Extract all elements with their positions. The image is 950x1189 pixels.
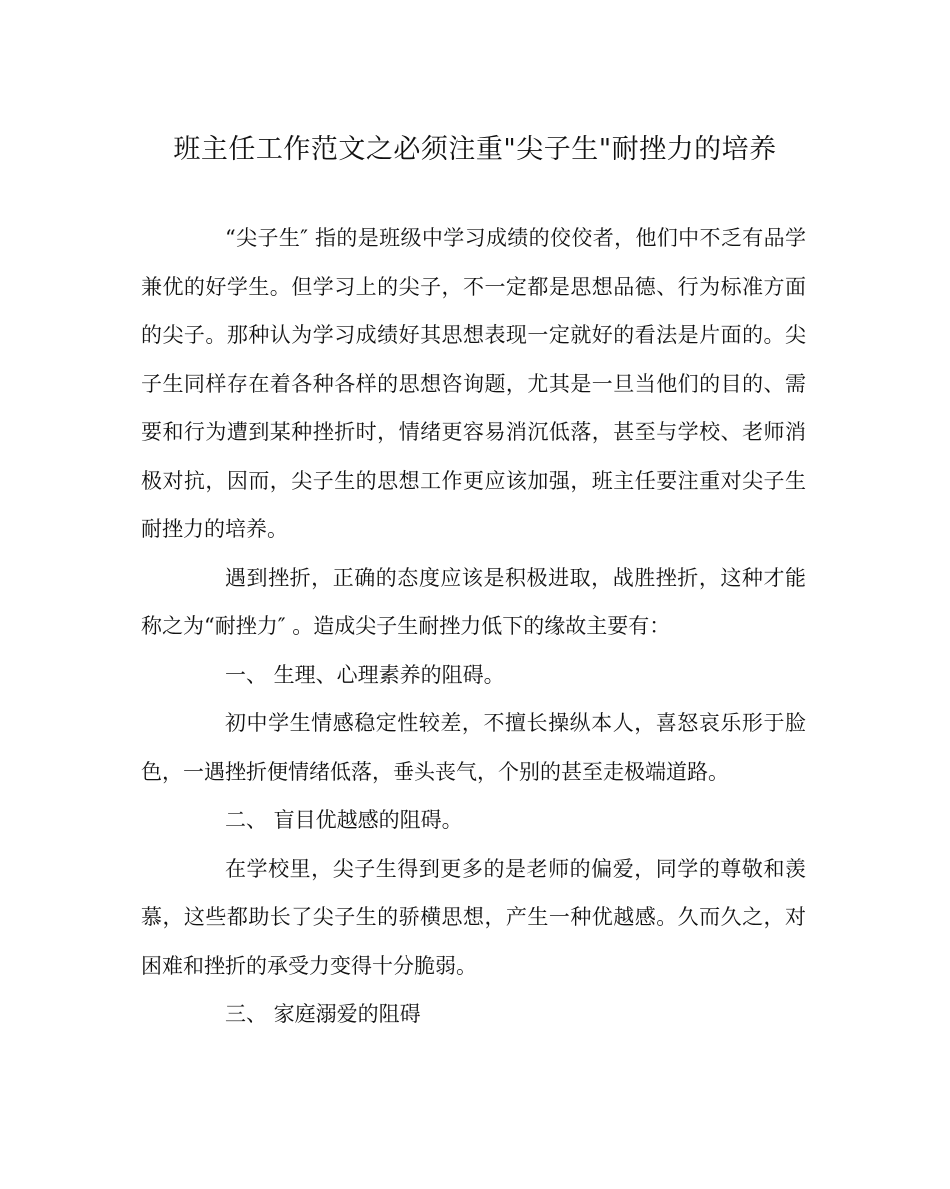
section-heading-3: 三、 家庭溺爱的阻碍 — [225, 1002, 421, 1026]
paragraph-definition: 遇到挫折，正确的态度应该是积极进取，战胜挫折，这种才能称之为“耐挫力″ 。造成尖子生耐挫力低下的缘故主要有： — [141, 565, 806, 638]
document-body — [141, 214, 806, 1039]
document-title: 班主任工作范文之必须注重"尖子生"耐挫力的培养 — [173, 134, 777, 165]
paragraph-intro: “尖子生″ 指的是班级中学习成绩的佼佼者，他们中不乏有品学兼优的好学生。但学习上的尖子，不一定都是思想品德、行为标准方面的尖子。那种认为学习成绩好其思想表现一定就好的看法是片面的。尖子生同样存在着各种各样的思想咨询题，尤其是一旦当他们的目的、需要和行为遭到某种挫折时，情绪更容易消沉低落，甚至与学校、老师消极对抗，因而，尖子生的思想工作更应该加强，班主任要注重对尖子生耐挫力的培养。 — [141, 226, 806, 541]
paragraph-section-2: 在学校里，尖子生得到更多的是老师的偏爱，同学的尊敬和羡慕，这些都助长了尖子生的骄横思想，产生一种优越感。久而久之，对困难和挫折的承受力变得十分脆弱。 — [141, 856, 806, 978]
section-heading-2: 二、 盲目优越感的阻碍。 — [225, 808, 463, 832]
section-heading-1: 一、 生理、心理素养的阻碍。 — [225, 662, 505, 687]
paragraph-section-1: 初中学生情感稳定性较差，不擅长操纵本人，喜怒哀乐形于脸色，一遇挫折便情绪低落，垂头丧气，个别的甚至走极端道路。 — [141, 711, 806, 784]
